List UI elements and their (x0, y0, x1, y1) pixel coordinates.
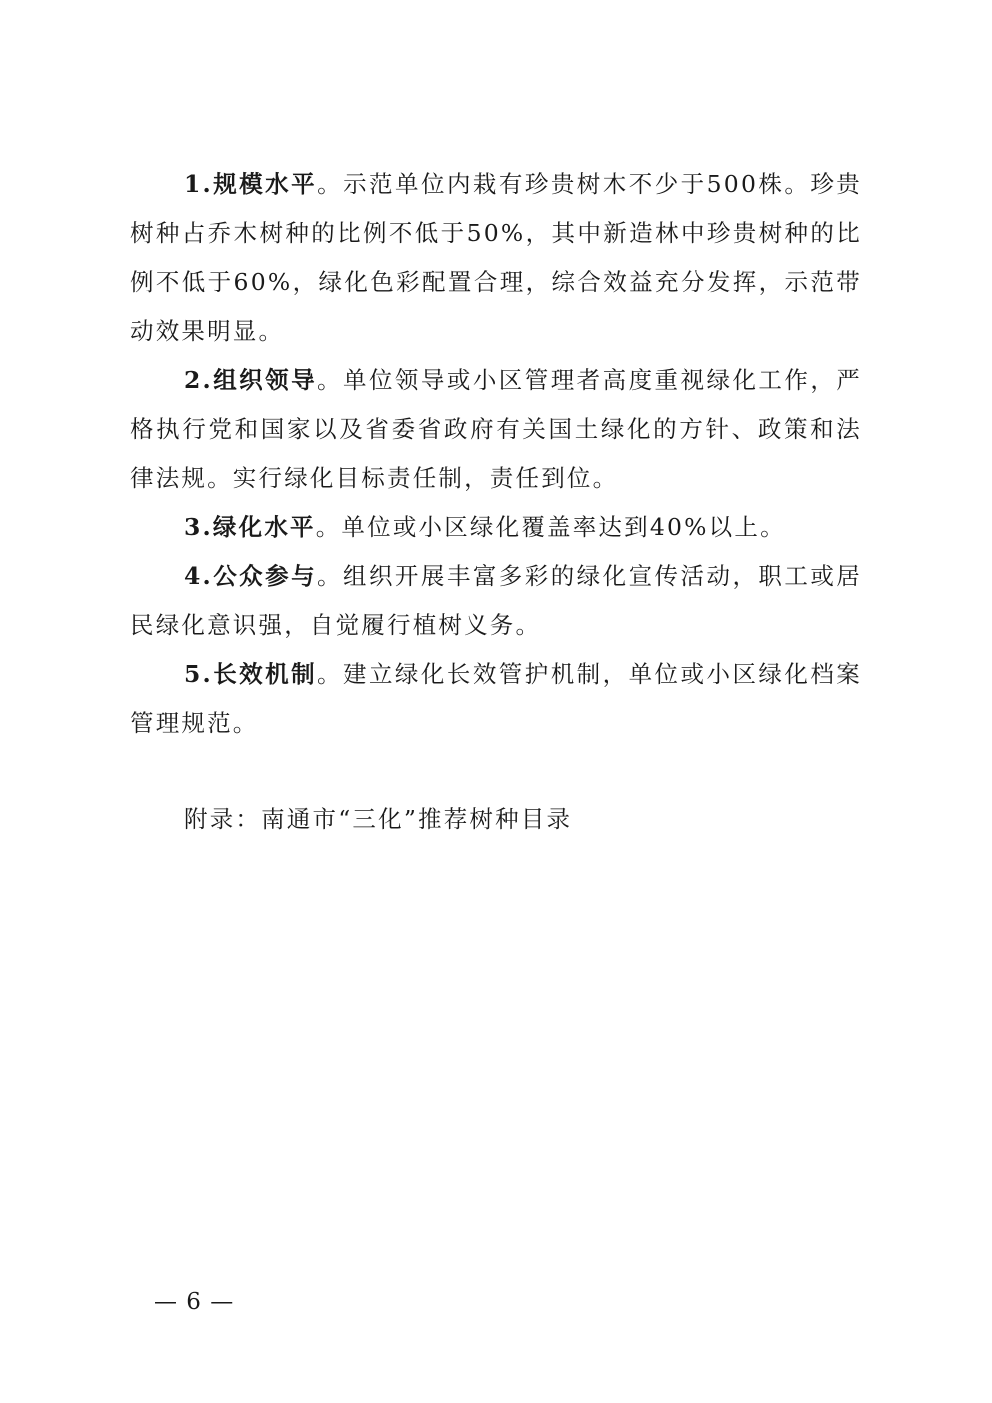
paragraph-text: 。单位或小区绿化覆盖率达到40%以上。 (315, 513, 786, 541)
paragraph-text: 。单位领导或小区管理者高度重视绿化工作，严格执行党和国家以及省委省政府有关国土绿化的方针、政策和法律法规。实行绿化目标责任制，责任到位。 (130, 366, 862, 492)
paragraph-heading: 2.组织领导 (184, 366, 318, 394)
paragraph-long-term-mechanism (130, 650, 862, 748)
paragraph-heading: 5.长效机制 (184, 660, 318, 688)
paragraph-public-participation (130, 552, 862, 650)
paragraph-heading: 1.规模水平 (184, 170, 318, 198)
paragraph-text: 。示范单位内栽有珍贵树木不少于500株。珍贵树种占乔木树种的比例不低于50%，其中新造林中珍贵树种的比例不低于60%，绿化色彩配置合理，综合效益充分发挥，示范带动效果明显。 (130, 170, 862, 345)
paragraph-heading: 4.公众参与 (184, 562, 318, 590)
paragraph-scale-level (130, 160, 862, 356)
paragraph-heading: 3.绿化水平 (184, 513, 316, 541)
paragraph-text: 。建立绿化长效管护机制，单位或小区绿化档案管理规范。 (130, 660, 862, 737)
page-number: — 6 — (154, 1289, 235, 1315)
paragraph-greening-level (130, 503, 862, 552)
appendix-note: 附录：南通市“三化”推荐树种目录 (184, 805, 573, 833)
paragraph-organization-leadership (130, 356, 862, 503)
paragraph-text: 。组织开展丰富多彩的绿化宣传活动，职工或居民绿化意识强，自觉履行植树义务。 (130, 562, 862, 639)
document-body (130, 160, 862, 748)
